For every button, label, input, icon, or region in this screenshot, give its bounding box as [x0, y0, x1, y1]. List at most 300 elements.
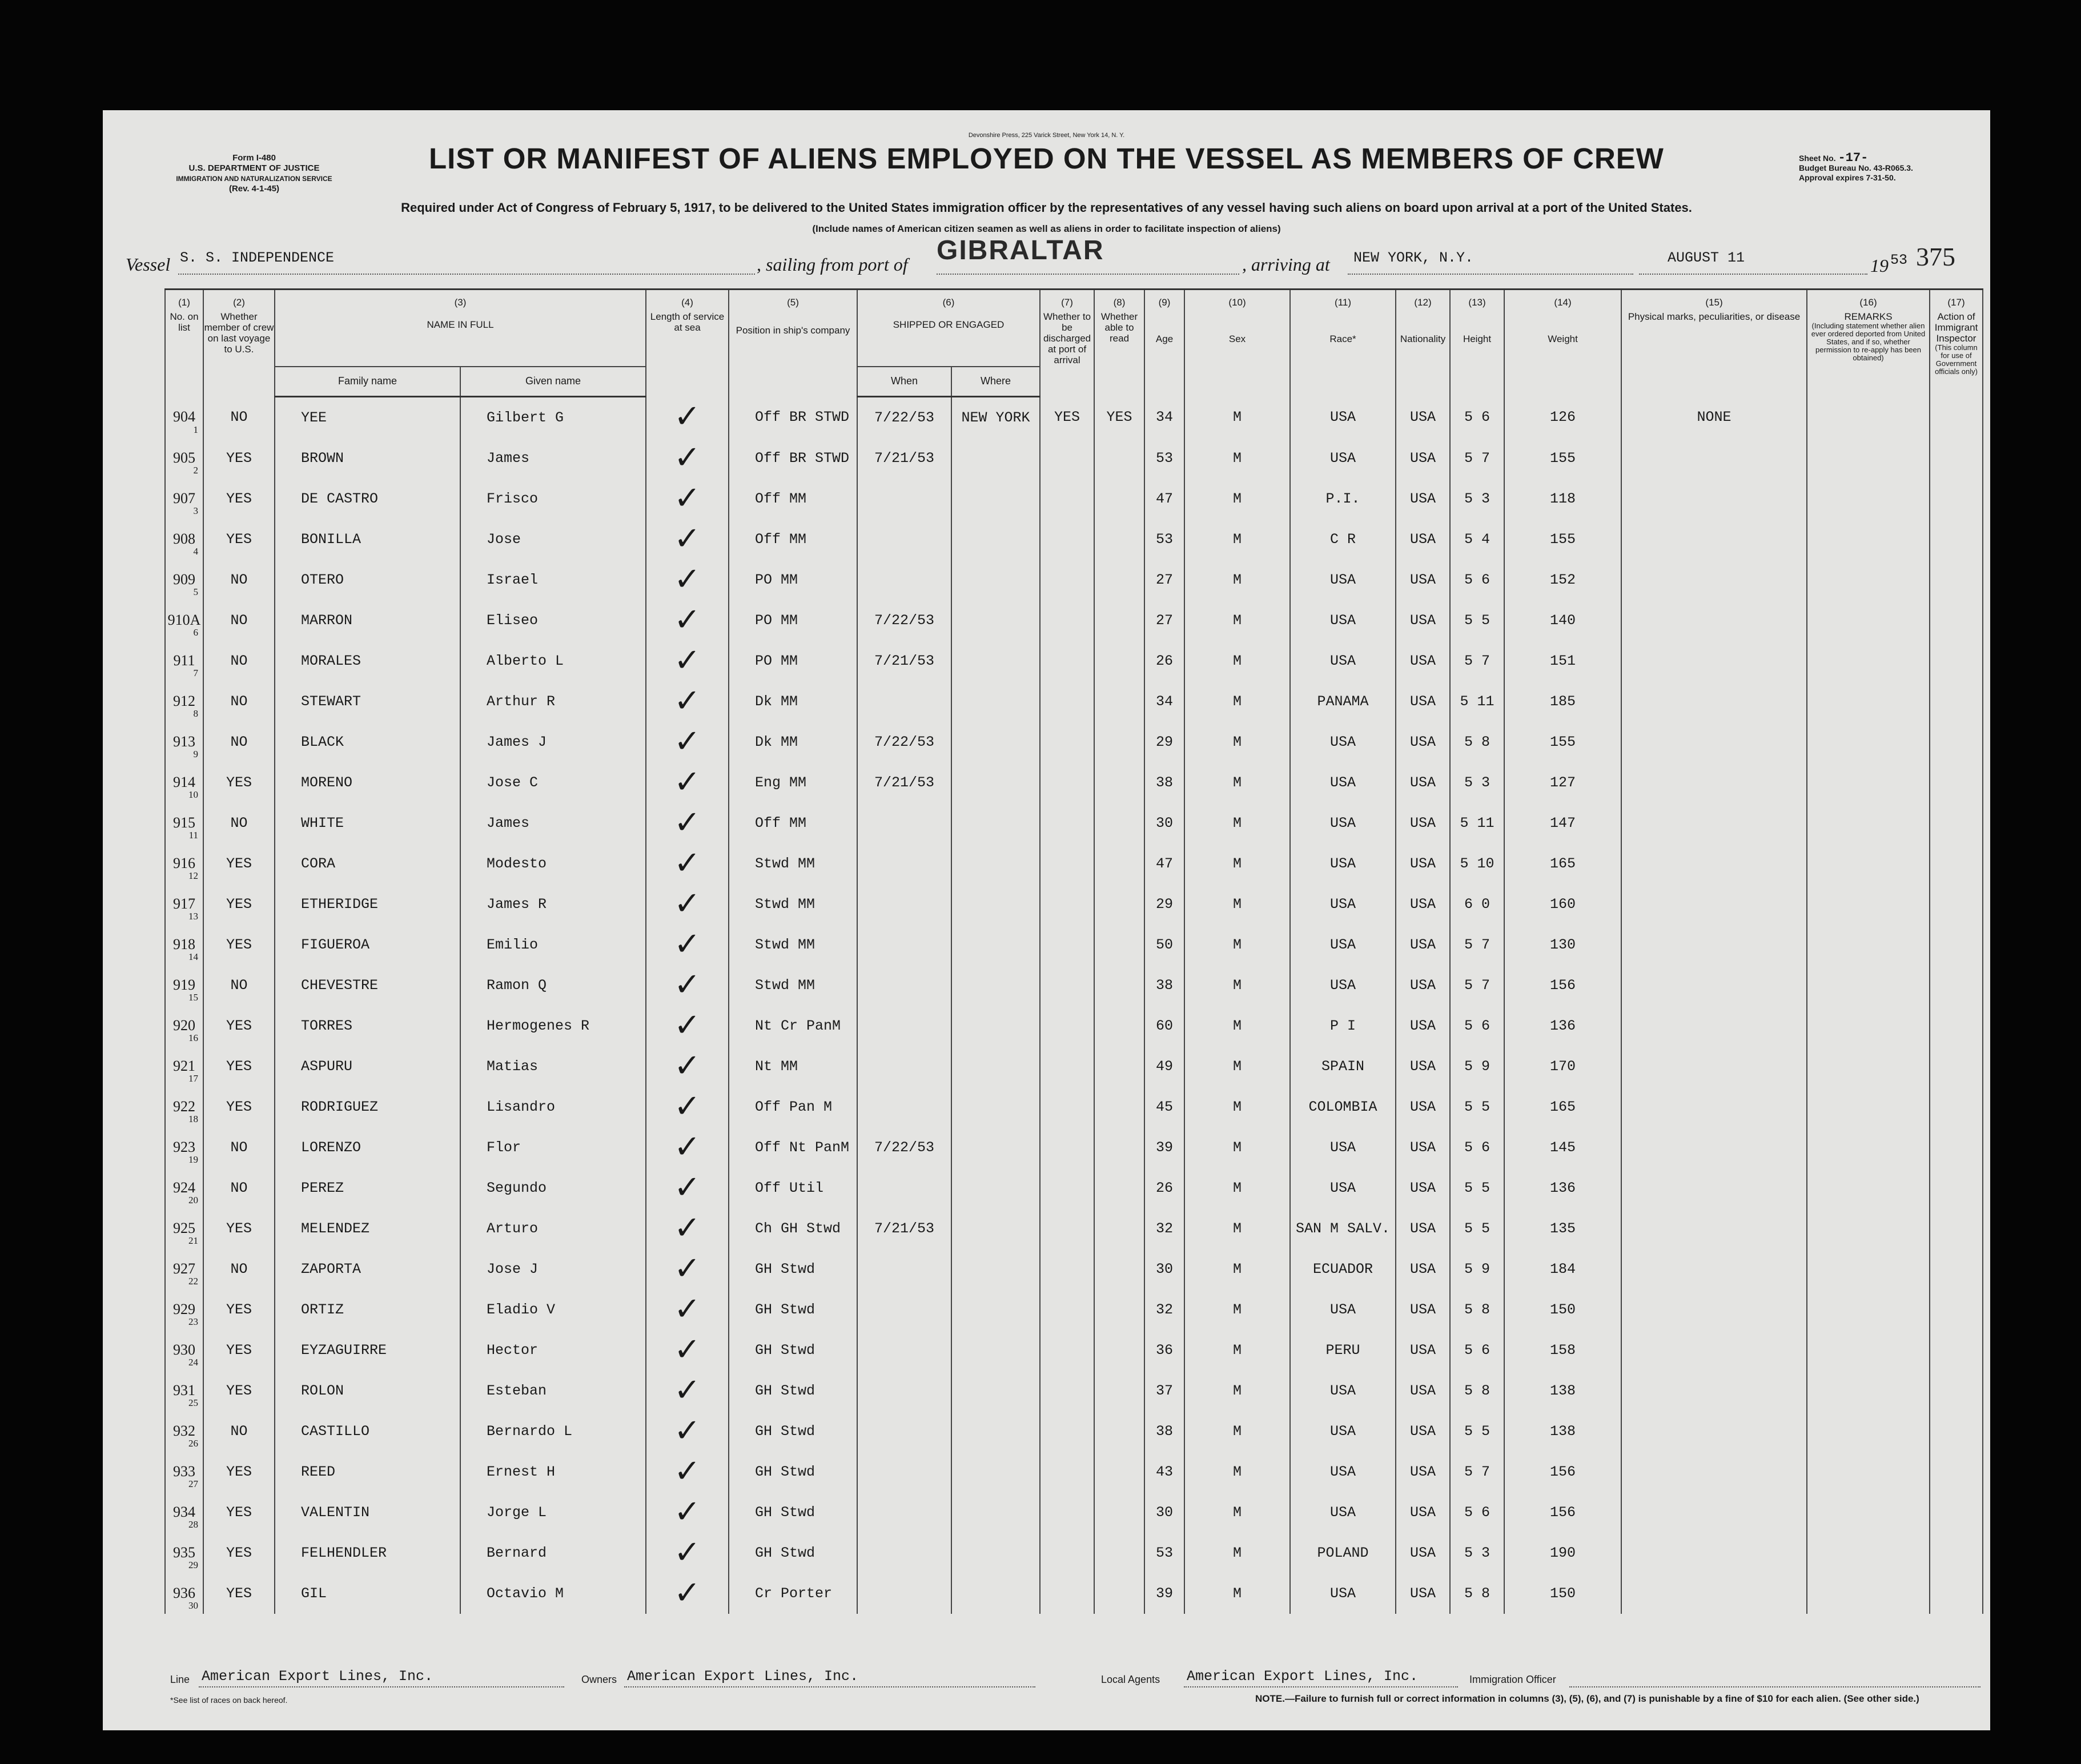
sex: M	[1184, 438, 1290, 479]
col-label: Action of Immigrant Inspector	[1934, 311, 1978, 344]
inspector-action	[1930, 1168, 1983, 1208]
inspector-action	[1930, 965, 1983, 1006]
nationality: USA	[1396, 560, 1450, 600]
race: USA	[1290, 884, 1396, 925]
nationality: USA	[1396, 1371, 1450, 1411]
col-num: (17)	[1947, 297, 1965, 308]
shipped-where	[951, 843, 1040, 884]
age: 53	[1144, 1533, 1184, 1573]
col-num: (12)	[1414, 297, 1432, 308]
col-family-name-header: Family name	[275, 367, 460, 397]
race: USA	[1290, 965, 1396, 1006]
position: Off MM	[729, 479, 857, 519]
inspector-action	[1930, 803, 1983, 843]
age: 34	[1144, 681, 1184, 722]
nationality: USA	[1396, 843, 1450, 884]
table-row	[165, 519, 1983, 560]
service-check: ✓	[646, 641, 729, 681]
table-row	[165, 1087, 1983, 1127]
height: 5 6	[1450, 1492, 1504, 1533]
height: 5 6	[1450, 1127, 1504, 1168]
table-row	[165, 925, 1983, 965]
remarks	[1807, 762, 1930, 803]
discharged	[1040, 681, 1094, 722]
sheet-info	[1799, 153, 1982, 183]
owners-value: American Export Lines, Inc.	[627, 1668, 859, 1685]
race: USA	[1290, 722, 1396, 762]
officer-label: Immigration Officer	[1469, 1674, 1556, 1685]
race: USA	[1290, 1411, 1396, 1452]
last-voyage: YES	[203, 1330, 275, 1371]
line-number: 23	[188, 1316, 198, 1327]
last-voyage: YES	[203, 1046, 275, 1087]
remarks	[1807, 560, 1930, 600]
age: 38	[1144, 762, 1184, 803]
age: 39	[1144, 1127, 1184, 1168]
service-check: ✓	[646, 479, 729, 519]
service-check: ✓	[646, 1208, 729, 1249]
given-name: Esteban	[460, 1371, 646, 1411]
height: 5 3	[1450, 1533, 1504, 1573]
line-number: 9	[193, 748, 198, 760]
sex: M	[1184, 560, 1290, 600]
vessel-name: S. S. INDEPENDENCE	[180, 250, 335, 266]
list-number: 920	[173, 1017, 195, 1034]
physical-marks	[1621, 1168, 1807, 1208]
list-number: 925	[173, 1220, 195, 1236]
weight: 190	[1504, 1533, 1621, 1573]
line-number: 26	[188, 1437, 198, 1449]
physical-marks	[1621, 843, 1807, 884]
given-name: Matias	[460, 1046, 646, 1087]
age: 30	[1144, 803, 1184, 843]
family-name: MORALES	[275, 641, 460, 681]
list-number: 921	[173, 1058, 195, 1074]
line-number: 12	[188, 870, 198, 881]
discharged	[1040, 519, 1094, 560]
race: USA	[1290, 600, 1396, 641]
sex: M	[1184, 884, 1290, 925]
col-when-header: When	[857, 367, 951, 397]
remarks	[1807, 1127, 1930, 1168]
physical-marks	[1621, 479, 1807, 519]
form-number: Form I-480	[232, 153, 276, 163]
table-row	[165, 1127, 1983, 1168]
given-name: Hector	[460, 1330, 646, 1371]
family-name: DE CASTRO	[275, 479, 460, 519]
nationality: USA	[1396, 925, 1450, 965]
family-name: FIGUEROA	[275, 925, 460, 965]
service-check: ✓	[646, 1533, 729, 1573]
discharged	[1040, 1411, 1094, 1452]
service-check: ✓	[646, 762, 729, 803]
agents-label: Local Agents	[1101, 1674, 1160, 1685]
discharged	[1040, 1452, 1094, 1492]
row-number	[165, 1573, 203, 1614]
height: 5 6	[1450, 1006, 1504, 1046]
height: 5 5	[1450, 1087, 1504, 1127]
race: USA	[1290, 396, 1396, 438]
shipped-where: NEW YORK	[951, 396, 1040, 438]
last-voyage: NO	[203, 641, 275, 681]
list-number: 923	[173, 1139, 195, 1155]
position: Stwd MM	[729, 843, 857, 884]
inspector-action	[1930, 560, 1983, 600]
line-number: 2	[193, 464, 198, 476]
discharged	[1040, 1127, 1094, 1168]
row-number	[165, 1208, 203, 1249]
shipped-where	[951, 1573, 1040, 1614]
col-label: Physical marks, peculiarities, or disease	[1628, 311, 1801, 322]
discharged	[1040, 600, 1094, 641]
inspector-action	[1930, 1087, 1983, 1127]
page-title: LIST OR MANIFEST OF ALIENS EMPLOYED ON THE VESSEL AS MEMBERS OF CREW	[429, 142, 1664, 175]
age: 29	[1144, 884, 1184, 925]
sex: M	[1184, 1087, 1290, 1127]
col-action-header	[1930, 290, 1983, 397]
age: 53	[1144, 438, 1184, 479]
table-row	[165, 600, 1983, 641]
col-label: No. on list	[170, 311, 199, 333]
sex: M	[1184, 1533, 1290, 1573]
inspector-action	[1930, 1452, 1983, 1492]
shipped-when: 7/22/53	[857, 1127, 951, 1168]
vessel-label: Vessel	[126, 254, 171, 275]
race: COLOMBIA	[1290, 1087, 1396, 1127]
service-check: ✓	[646, 1249, 729, 1289]
family-name: BONILLA	[275, 519, 460, 560]
given-name: Modesto	[460, 843, 646, 884]
inspector-action	[1930, 1289, 1983, 1330]
given-name: James J	[460, 722, 646, 762]
col-marks-header	[1621, 290, 1807, 397]
discharged	[1040, 1492, 1094, 1533]
family-name: REED	[275, 1452, 460, 1492]
position: Stwd MM	[729, 884, 857, 925]
remarks	[1807, 1289, 1930, 1330]
remarks	[1807, 1371, 1930, 1411]
age: 60	[1144, 1006, 1184, 1046]
given-name: Israel	[460, 560, 646, 600]
sex: M	[1184, 1492, 1290, 1533]
physical-marks	[1621, 560, 1807, 600]
sex: M	[1184, 1208, 1290, 1249]
race: USA	[1290, 641, 1396, 681]
line-number: 6	[193, 626, 198, 638]
remarks	[1807, 519, 1930, 560]
nationality: USA	[1396, 1168, 1450, 1208]
weight: 135	[1504, 1208, 1621, 1249]
able-to-read	[1094, 1330, 1144, 1371]
sex: M	[1184, 1046, 1290, 1087]
row-number	[165, 1533, 203, 1573]
family-name: WHITE	[275, 803, 460, 843]
race: USA	[1290, 1168, 1396, 1208]
discharged	[1040, 762, 1094, 803]
shipped-when	[857, 479, 951, 519]
physical-marks	[1621, 965, 1807, 1006]
inspector-action	[1930, 884, 1983, 925]
sex: M	[1184, 965, 1290, 1006]
shipped-when	[857, 681, 951, 722]
col-shipped-header	[857, 290, 1040, 367]
inspector-action	[1930, 438, 1983, 479]
able-to-read	[1094, 925, 1144, 965]
age: 38	[1144, 965, 1184, 1006]
able-to-read	[1094, 884, 1144, 925]
given-name: Gilbert G	[460, 396, 646, 438]
nationality: USA	[1396, 1330, 1450, 1371]
race: USA	[1290, 438, 1396, 479]
service-check: ✓	[646, 843, 729, 884]
arrival-date: AUGUST 11	[1668, 250, 1745, 266]
list-number: 911	[173, 652, 195, 669]
discharged	[1040, 1330, 1094, 1371]
position: GH Stwd	[729, 1249, 857, 1289]
col-height-header	[1450, 290, 1504, 397]
physical-marks	[1621, 1006, 1807, 1046]
line-number: 15	[188, 991, 198, 1003]
age: 43	[1144, 1452, 1184, 1492]
shipped-when	[857, 1371, 951, 1411]
nationality: USA	[1396, 681, 1450, 722]
able-to-read	[1094, 560, 1144, 600]
weight: 184	[1504, 1249, 1621, 1289]
height: 5 8	[1450, 722, 1504, 762]
shipped-when	[857, 1006, 951, 1046]
list-number: 905	[173, 449, 195, 466]
col-num: (13)	[1468, 297, 1486, 308]
nationality: USA	[1396, 1289, 1450, 1330]
physical-marks	[1621, 1411, 1807, 1452]
given-name: Segundo	[460, 1168, 646, 1208]
age: 32	[1144, 1289, 1184, 1330]
line-number: 24	[188, 1356, 198, 1368]
last-voyage: YES	[203, 925, 275, 965]
weight: 152	[1504, 560, 1621, 600]
given-name: Lisandro	[460, 1087, 646, 1127]
remarks	[1807, 884, 1930, 925]
weight: 185	[1504, 681, 1621, 722]
shipped-where	[951, 1046, 1040, 1087]
weight: 151	[1504, 641, 1621, 681]
col-num: (15)	[1705, 297, 1723, 308]
position: Stwd MM	[729, 965, 857, 1006]
departure-port: GIBRALTAR	[937, 235, 1104, 266]
nationality: USA	[1396, 1452, 1450, 1492]
race: PERU	[1290, 1330, 1396, 1371]
service-check: ✓	[646, 884, 729, 925]
shipped-when: 7/22/53	[857, 600, 951, 641]
printer-credit: Devonshire Press, 225 Varick Street, New York 14, N. Y.	[968, 132, 1125, 139]
include-notice: (Include names of American citizen seamen as well as aliens in order to facilitate inspection of aliens)	[812, 223, 1281, 234]
position: GH Stwd	[729, 1492, 857, 1533]
position: GH Stwd	[729, 1330, 857, 1371]
given-name: Eladio V	[460, 1289, 646, 1330]
physical-marks: NONE	[1621, 396, 1807, 438]
service-check: ✓	[646, 1573, 729, 1614]
nationality: USA	[1396, 479, 1450, 519]
age: 26	[1144, 1168, 1184, 1208]
weight: 138	[1504, 1411, 1621, 1452]
row-number	[165, 641, 203, 681]
physical-marks	[1621, 884, 1807, 925]
shipped-where	[951, 600, 1040, 641]
service-check: ✓	[646, 681, 729, 722]
remarks	[1807, 1249, 1930, 1289]
service-check: ✓	[646, 1087, 729, 1127]
line-number: 13	[188, 910, 198, 922]
row-number	[165, 762, 203, 803]
height: 5 6	[1450, 396, 1504, 438]
position: Off MM	[729, 519, 857, 560]
revision: (Rev. 4-1-45)	[228, 184, 280, 194]
physical-marks	[1621, 1371, 1807, 1411]
col-label: NAME IN FULL	[427, 319, 494, 330]
col-age-header	[1144, 290, 1184, 397]
shipped-where	[951, 1411, 1040, 1452]
row-number	[165, 722, 203, 762]
able-to-read	[1094, 479, 1144, 519]
height: 5 7	[1450, 1452, 1504, 1492]
able-to-read	[1094, 1006, 1144, 1046]
height: 5 8	[1450, 1573, 1504, 1614]
inspector-action	[1930, 396, 1983, 438]
last-voyage: YES	[203, 1533, 275, 1573]
given-name: Bernard	[460, 1533, 646, 1573]
discharged	[1040, 925, 1094, 965]
line-number: 7	[193, 667, 198, 678]
weight: 156	[1504, 1452, 1621, 1492]
race: P.I.	[1290, 479, 1396, 519]
line-number: 21	[188, 1235, 198, 1246]
inspector-action	[1930, 1046, 1983, 1087]
row-number	[165, 1371, 203, 1411]
physical-marks	[1621, 1330, 1807, 1371]
last-voyage: NO	[203, 965, 275, 1006]
shipped-when	[857, 519, 951, 560]
agents-value: American Export Lines, Inc.	[1187, 1668, 1419, 1685]
weight: 156	[1504, 1492, 1621, 1533]
race: USA	[1290, 1371, 1396, 1411]
shipped-where	[951, 925, 1040, 965]
position: Eng MM	[729, 762, 857, 803]
row-number	[165, 1087, 203, 1127]
given-name: James	[460, 803, 646, 843]
shipped-when	[857, 1573, 951, 1614]
height: 5 3	[1450, 762, 1504, 803]
sheet-number: -17-	[1838, 151, 1869, 165]
inspector-action	[1930, 1208, 1983, 1249]
table-row	[165, 722, 1983, 762]
sex: M	[1184, 803, 1290, 843]
col-sex-header	[1184, 290, 1290, 397]
family-name: ROLON	[275, 1371, 460, 1411]
races-note: *See list of races on back hereof.	[170, 1695, 288, 1705]
table-row	[165, 1249, 1983, 1289]
physical-marks	[1621, 438, 1807, 479]
row-number	[165, 1249, 203, 1289]
age: 30	[1144, 1249, 1184, 1289]
family-name: LORENZO	[275, 1127, 460, 1168]
col-read-header	[1094, 290, 1144, 397]
able-to-read	[1094, 519, 1144, 560]
voyage-line	[126, 235, 1987, 282]
inspector-action	[1930, 1330, 1983, 1371]
physical-marks	[1621, 519, 1807, 560]
family-name: RODRIGUEZ	[275, 1087, 460, 1127]
height: 5 11	[1450, 803, 1504, 843]
line-number: 22	[188, 1275, 198, 1287]
discharged	[1040, 479, 1094, 519]
table-row	[165, 965, 1983, 1006]
sex: M	[1184, 1411, 1290, 1452]
list-number: 908	[173, 531, 195, 547]
table-row	[165, 1371, 1983, 1411]
list-number: 915	[173, 814, 195, 831]
given-name: Alberto L	[460, 641, 646, 681]
table-row	[165, 1452, 1983, 1492]
remarks	[1807, 803, 1930, 843]
able-to-read	[1094, 1411, 1144, 1452]
sex: M	[1184, 1006, 1290, 1046]
race: USA	[1290, 1573, 1396, 1614]
remarks	[1807, 1573, 1930, 1614]
sex: M	[1184, 681, 1290, 722]
row-number	[165, 681, 203, 722]
service-check: ✓	[646, 600, 729, 641]
list-number: 929	[173, 1301, 195, 1317]
discharged	[1040, 1533, 1094, 1573]
shipped-when	[857, 965, 951, 1006]
inspector-action	[1930, 1533, 1983, 1573]
inspector-action	[1930, 681, 1983, 722]
line-number: 16	[188, 1032, 198, 1043]
line-number: 10	[188, 789, 198, 800]
col-where-header: Where	[951, 367, 1040, 397]
race: USA	[1290, 762, 1396, 803]
able-to-read	[1094, 1168, 1144, 1208]
sex: M	[1184, 479, 1290, 519]
last-voyage: YES	[203, 1087, 275, 1127]
row-number	[165, 803, 203, 843]
col-num: (9)	[1158, 297, 1171, 308]
service-check: ✓	[646, 1289, 729, 1330]
able-to-read	[1094, 681, 1144, 722]
col-label: Position in ship's company	[736, 325, 850, 336]
line-number: 1	[193, 424, 198, 435]
last-voyage: YES	[203, 1573, 275, 1614]
nationality: USA	[1396, 1411, 1450, 1452]
table-row	[165, 1046, 1983, 1087]
col-label: Weight	[1548, 333, 1578, 344]
table-row	[165, 1573, 1983, 1614]
race: POLAND	[1290, 1533, 1396, 1573]
shipped-when	[857, 1330, 951, 1371]
discharged	[1040, 438, 1094, 479]
penalty-note: NOTE.—Failure to furnish full or correct information in columns (3), (5), (6), and (7) is punishable by a fine of $10 for each alien. (See other side.)	[1255, 1693, 1919, 1704]
weight: 147	[1504, 803, 1621, 843]
sex: M	[1184, 1127, 1290, 1168]
sex: M	[1184, 600, 1290, 641]
physical-marks	[1621, 762, 1807, 803]
col-num: (1)	[178, 297, 190, 308]
col-num: (10)	[1228, 297, 1246, 308]
nationality: USA	[1396, 803, 1450, 843]
weight: 165	[1504, 1087, 1621, 1127]
able-to-read	[1094, 1371, 1144, 1411]
race: USA	[1290, 1492, 1396, 1533]
